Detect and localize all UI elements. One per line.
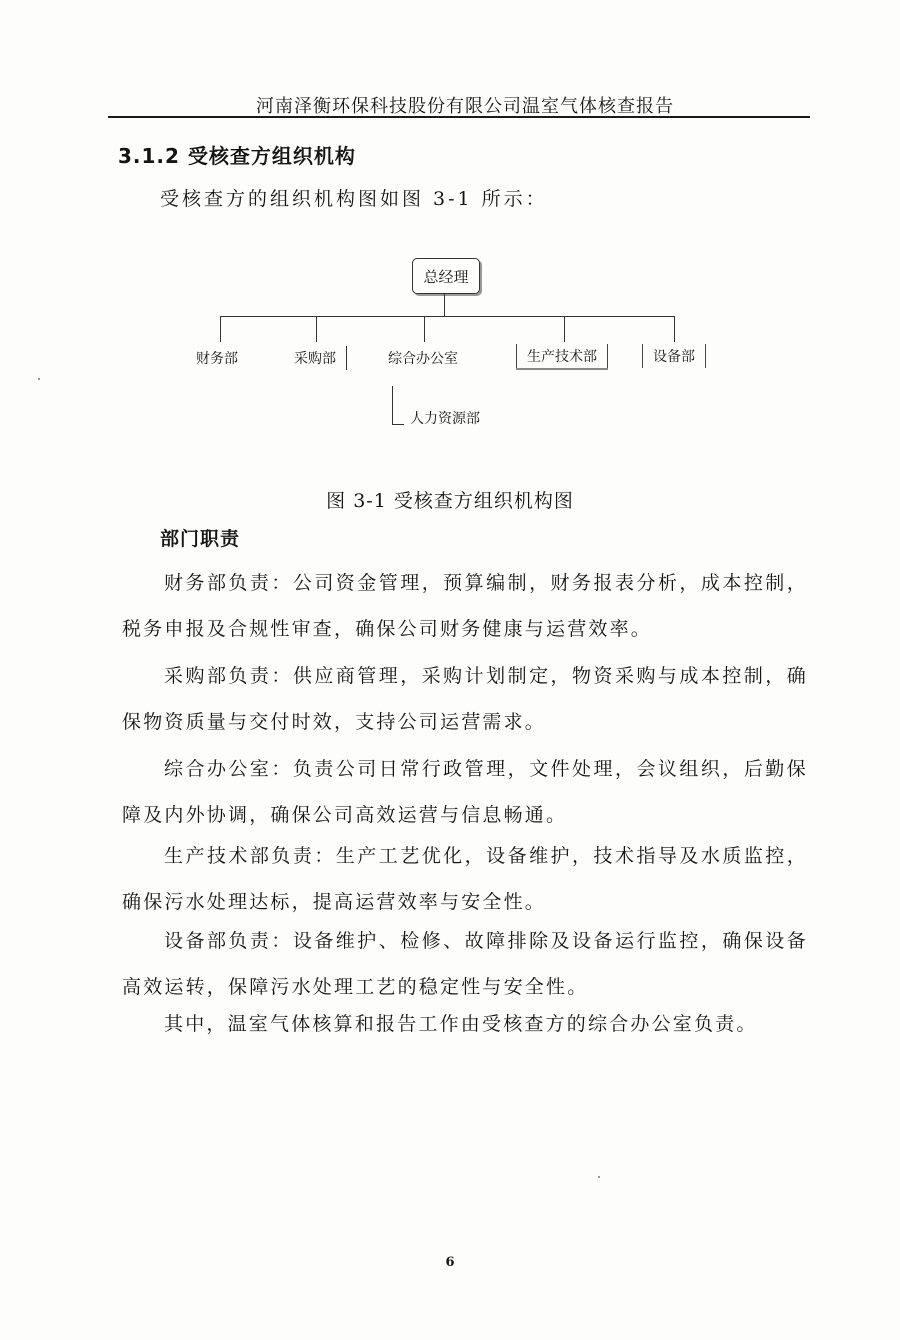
org-node-procurement: 采购部	[294, 351, 336, 367]
org-node-production-tech: 生产技术部	[516, 344, 608, 368]
org-connector	[392, 424, 404, 425]
duty-paragraph-ghg-responsibility: 其中，温室气体核算和报告工作由受核查方的综合办公室负责。	[164, 1013, 758, 1035]
scan-speck	[38, 378, 40, 380]
intro-text: 受核查方的组织机构图如图 3-1 所示：	[160, 188, 548, 210]
org-connector	[674, 316, 675, 342]
scan-speck	[598, 1176, 600, 1178]
page-number: 6	[445, 1255, 455, 1270]
org-node-equipment: 设备部	[642, 344, 706, 368]
figure-caption: 图 3-1 受核查方组织机构图	[326, 490, 574, 512]
org-connector	[564, 316, 565, 342]
org-connector	[392, 386, 393, 424]
org-connector	[220, 316, 221, 342]
org-node-general-manager: 总经理	[412, 258, 480, 294]
duty-paragraph-finance: 财务部负责：公司资金管理，预算编制，财务报表分析，成本控制，税务申报及合规性审查，确保公司财务健康与运营效率。	[122, 572, 808, 640]
org-connector	[444, 294, 445, 316]
org-connector	[316, 316, 317, 342]
org-node-finance: 财务部	[196, 351, 238, 367]
org-connector	[220, 316, 674, 317]
section-heading: 3.1.2 受核查方组织机构	[118, 144, 356, 168]
duties-heading: 部门职责	[160, 528, 241, 550]
org-node-general-office: 综合办公室	[388, 351, 458, 367]
duty-paragraph-production-tech: 生产技术部负责：生产工艺优化，设备维护，技术指导及水质监控，确保污水处理达标，提高运营效率与安全性。	[122, 845, 808, 913]
org-node-human-resources: 人力资源部	[410, 411, 480, 427]
report-header-title: 河南泽衡环保科技股份有限公司温室气体核查报告	[256, 96, 674, 117]
org-connector	[346, 346, 347, 370]
org-connector	[424, 316, 425, 342]
duty-paragraph-equipment: 设备部负责：设备维护、检修、故障排除及设备运行监控，确保设备高效运转，保障污水处理工艺的稳定性与安全性。	[122, 930, 808, 998]
duty-paragraph-procurement: 采购部负责：供应商管理，采购计划制定，物资采购与成本控制，确保物资质量与交付时效，支持公司运营需求。	[122, 665, 808, 733]
duty-paragraph-general-office: 综合办公室：负责公司日常行政管理，文件处理，会议组织，后勤保障及内外协调，确保公司高效运营与信息畅通。	[122, 758, 808, 826]
org-chart	[0, 0, 900, 460]
